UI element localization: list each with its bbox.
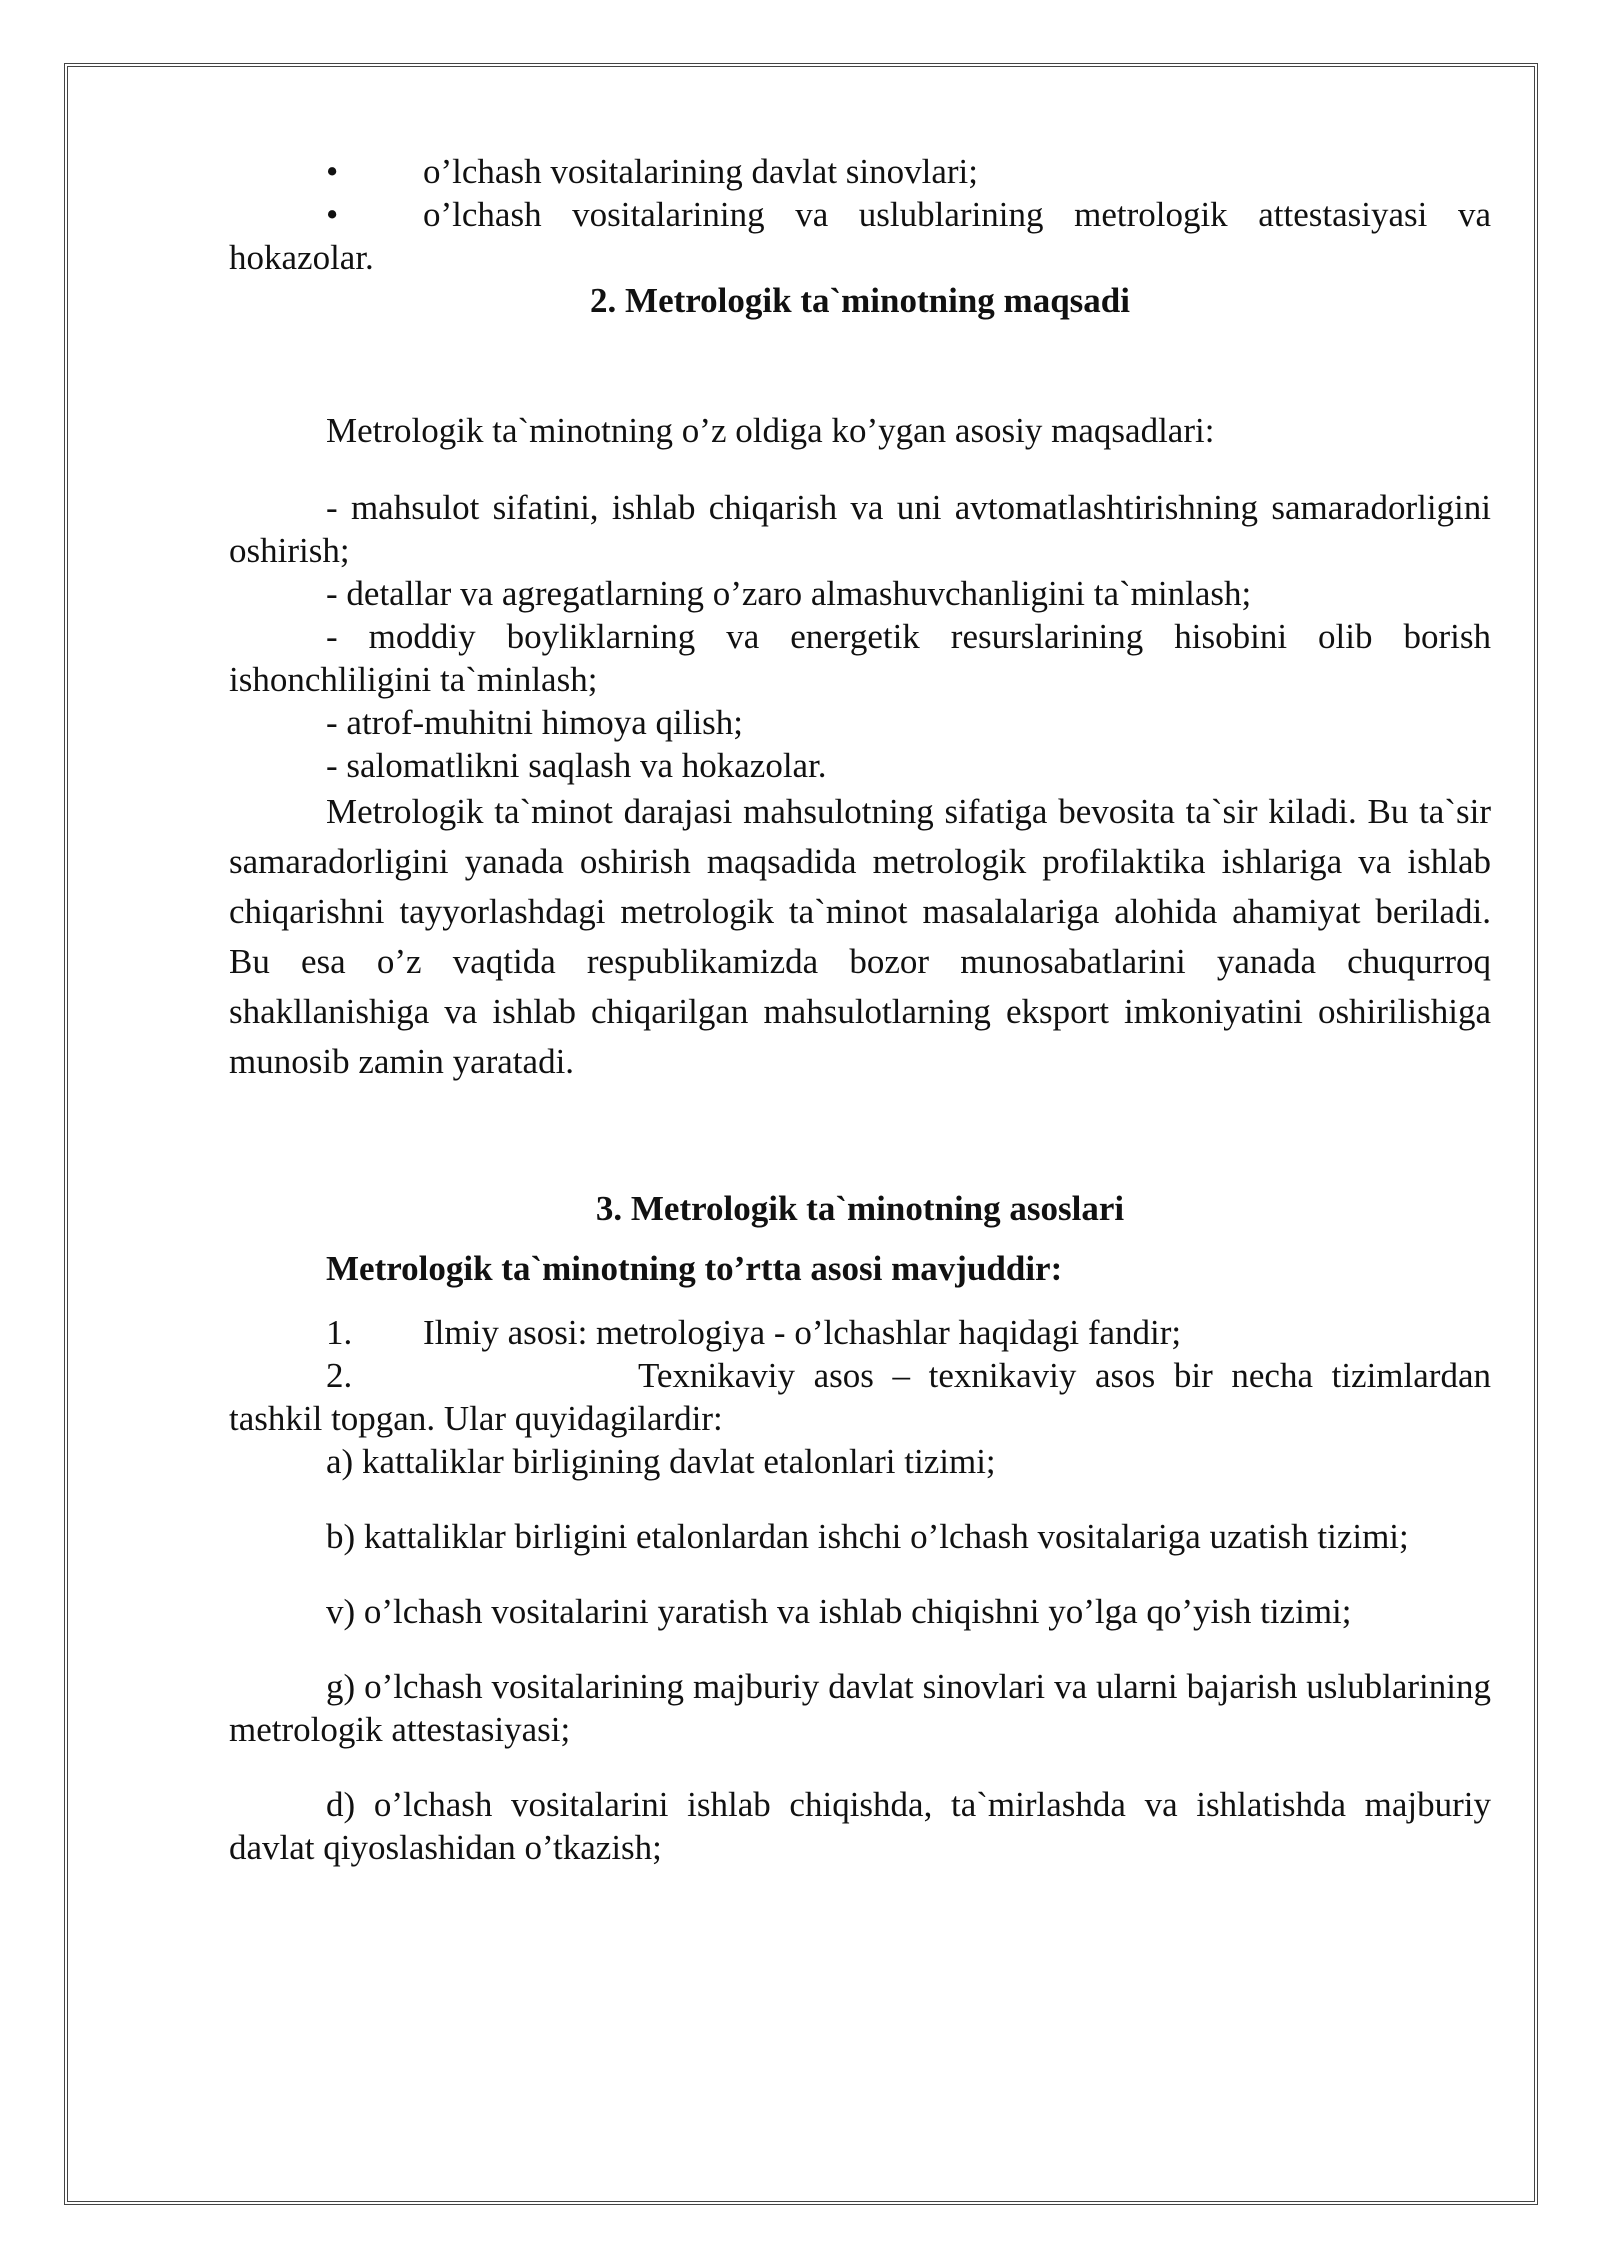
goal-item: - salomatlikni saqlash va hokazolar.	[326, 746, 827, 785]
numbered-item	[229, 1311, 1491, 1354]
bullet-item	[229, 150, 1491, 193]
goal-item: - detallar va agregatlarning o’zaro almashuvchanligini ta`minlash;	[326, 574, 1252, 613]
numbered-text: Texnikaviy asos – texnikaviy asos bir necha tizimlardan	[638, 1356, 1491, 1395]
numbered-continuation: tashkil topgan. Ular quyidagilardir:	[229, 1399, 723, 1438]
section-intro: Metrologik ta`minotning o’z oldiga ko’ygan asosiy maqsadlari:	[326, 411, 1215, 450]
bullet-text: o’lchash vositalarining davlat sinovlari;	[423, 152, 979, 191]
bullet-marker: •	[326, 195, 339, 234]
bullet-marker: •	[326, 152, 339, 191]
number-marker: 1.	[326, 1313, 353, 1352]
section-heading: 2. Metrologik ta`minotning maqsadi	[590, 281, 1130, 320]
sub-item: g) o’lchash vositalarining majburiy davlat sinovlari va ularni bajarish uslublarining metrologik attestasiyasi;	[229, 1667, 1491, 1749]
sub-item: a) kattaliklar birligining davlat etalonlari tizimi;	[326, 1442, 996, 1481]
sub-item: b) kattaliklar birligini etalonlardan ishchi o’lchash vositalariga uzatish tizimi;	[326, 1517, 1409, 1556]
body-paragraph: Metrologik ta`minot darajasi mahsulotning sifatiga bevosita ta`sir kiladi. Bu ta`sir samaradorligini yanada oshirish maqsadida metrologik profilaktika ishlariga va ishlab chiqarishni tayyorlashdagi metrologik ta`minot masalalariga alohida ahamiyat beriladi. Bu esa o’z vaqtida respublikamizda bozor munosabatlarini yanada chuqurroq shakllanishiga va ishlab chiqarilgan mahsulotlarning eksport imkoniyatini oshirilishiga munosib zamin yaratadi.	[229, 792, 1491, 1081]
section-heading: 3. Metrologik ta`minotning asoslari	[595, 1189, 1125, 1228]
bullet-continuation: hokazolar.	[229, 238, 374, 277]
numbered-text: Ilmiy asosi: metrologiya - o’lchashlar haqidagi fandir;	[423, 1313, 1182, 1352]
number-marker: 2.	[326, 1356, 353, 1395]
document-body	[229, 150, 1491, 1869]
sub-item: d) o’lchash vositalarini ishlab chiqishda, ta`mirlashda va ishlatishda majburiy davlat qiyoslashidan o’tkazish;	[229, 1785, 1491, 1867]
numbered-item	[229, 1354, 1491, 1397]
bullet-text: o’lchash vositalarining va uslublarining metrologik attestasiyasi va	[423, 195, 1491, 234]
goal-item: - atrof-muhitni himoya qilish;	[326, 703, 744, 742]
bullet-item	[229, 193, 1491, 236]
goal-item: - mahsulot sifatini, ishlab chiqarish va uni avtomatlashtirishning samaradorligini oshirish;	[229, 488, 1491, 570]
goal-item: - moddiy boyliklarning va energetik resurslarining hisobini olib borish ishonchliligini ta`minlash;	[229, 617, 1491, 699]
section-subheading: Metrologik ta`minotning to’rtta asosi mavjuddir:	[326, 1249, 1063, 1288]
sub-item: v) o’lchash vositalarini yaratish va ishlab chiqishni yo’lga qo’yish tizimi;	[326, 1592, 1352, 1631]
